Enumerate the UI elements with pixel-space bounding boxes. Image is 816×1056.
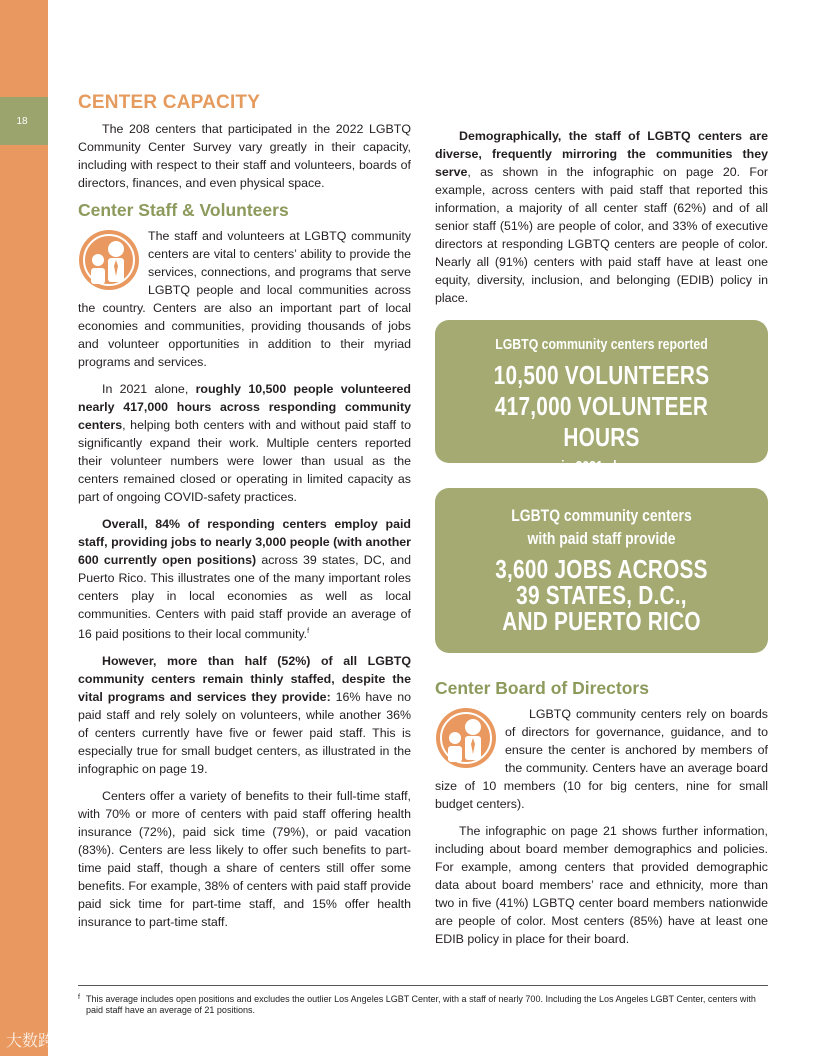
right-column-top [435,127,768,316]
jobs-callout [435,488,768,653]
staff-paragraph-2: In 2021 alone, roughly 10,500 people volunteered nearly 417,000 hours across responding community centers, helping both centers with and without paid staff to significantly expand their work. Multiple centers reported their volunteer numbers were lower than usual as the centers remained closed or operating in limited capacity as part of ongoing COVID-safety practices. [78,382,411,504]
side-band [0,0,48,1056]
people-icon [435,707,497,769]
board-paragraph-1: LGBTQ community centers rely on boards of directors for governance, guidance, and to ensure the center is anchored by members of the community. Centers have an average board size of 10 members (10 for big centers, nine for small budget centers). [435,707,768,811]
callout-text: LGBTQ community centers [511,506,692,525]
staff-heading: Center Staff & Volunteers [78,200,289,220]
people-icon [78,229,140,291]
callout-text: LGBTQ community centers reported [495,336,708,353]
board-heading: Center Board of Directors [435,678,649,698]
volunteers-callout [435,320,768,475]
left-column [78,94,411,940]
section-title: CENTER CAPACITY [78,92,261,113]
staff-paragraph-5: Centers offer a variety of benefits to their full-time staff, with 70% or more of centers with paid staff offering health insurance (72%), paid sick time (79%), or paid vacation (83%). Centers are less likely to offer such benefits to part-time paid staff, though a share of centers still offer some benefits. For example, 38% of centers with paid staff provide paid sick time for part-time staff, and 15% offer health insurance to part-time staff. [78,789,411,930]
staff-paragraph-6: Demographically, the staff of LGBTQ centers are diverse, frequently mirroring the communities they serve, as shown in the infographic on page 20. For example, across centers with paid staff that reported this information, a majority of all center staff (62%) and of all senior staff (51%) are people of color, and 33% of executive directors at responding LGBTQ centers are people of color. Nearly all (91%) centers with paid staff have at least one equity, diversity, inclusion, and belonging (EDIB) policy in place. [435,129,768,305]
callout-text: in 2021 alone. [561,458,642,475]
staff-paragraph-1: The staff and volunteers at LGBTQ community centers are vital to centers’ ability to provide the services, connections, and programs that serve LGBTQ people and local communities across the country. Centers are also an important part of local economies and communities, providing thousands of jobs and volunteer opportunities in addition to their myriad programs and services. [78,229,411,369]
watermark: 大数跨境 [6,1033,71,1050]
staff-paragraph-4: However, more than half (52%) of all LGBTQ community centers remain thinly staffed, despite the vital programs and services they provide: 16% have no paid staff and rely solely on volunteers, while another 36% of centers currently have five or fewer paid staff. This is especially true for small budget centers, as illustrated in the infographic on page 19. [78,654,412,777]
footnote: f This average includes open positions and excludes the outlier Los Angeles LGBT Center, with a staff of nearly 700. Including the Los Angeles LGBT Center, centers with paid staff have an average of 21 positions. [78,994,756,1015]
staff-paragraph-3: Overall, 84% of responding centers employ paid staff, providing jobs to nearly 3,000 people (with another 600 currently open positions) across 39 states, DC, and Puerto Rico. This illustrates one of the many important roles centers play in local economies as well as local communities. Centers with paid staff provide an average of 16 paid positions to their local community.$^f$ [78,517,411,642]
callout-text: with paid staff provide [527,529,676,548]
callout-stat: AND PUERTO RICO [502,606,701,636]
board-paragraph-2: The infographic on page 21 shows further information, including about board member demographics and policies. For example, among centers that provided demographic data about board members’ race and ethnicity, more than two in five (41%) LGBTQ center board members nationwide are people of color. Most centers (85%) have at least one EDIB policy in place for their board. [435,824,768,946]
right-column-board [435,675,768,957]
intro-paragraph: The 208 centers that participated in the 2022 LGBTQ Community Center Survey vary greatly in their capacity, including with respect to their staff and volunteers, boards of directors, finances, and even physical space. [78,122,411,190]
callout-stat: 10,500 VOLUNTEERS [493,360,710,390]
footnote-divider [78,985,768,986]
callout-stat: 417,000 VOLUNTEER HOURS [494,391,709,452]
callout-stat: 3,600 JOBS ACROSS [495,554,708,584]
callout-stat: 39 STATES, D.C., [516,580,687,610]
page-number: 18 [0,97,48,145]
